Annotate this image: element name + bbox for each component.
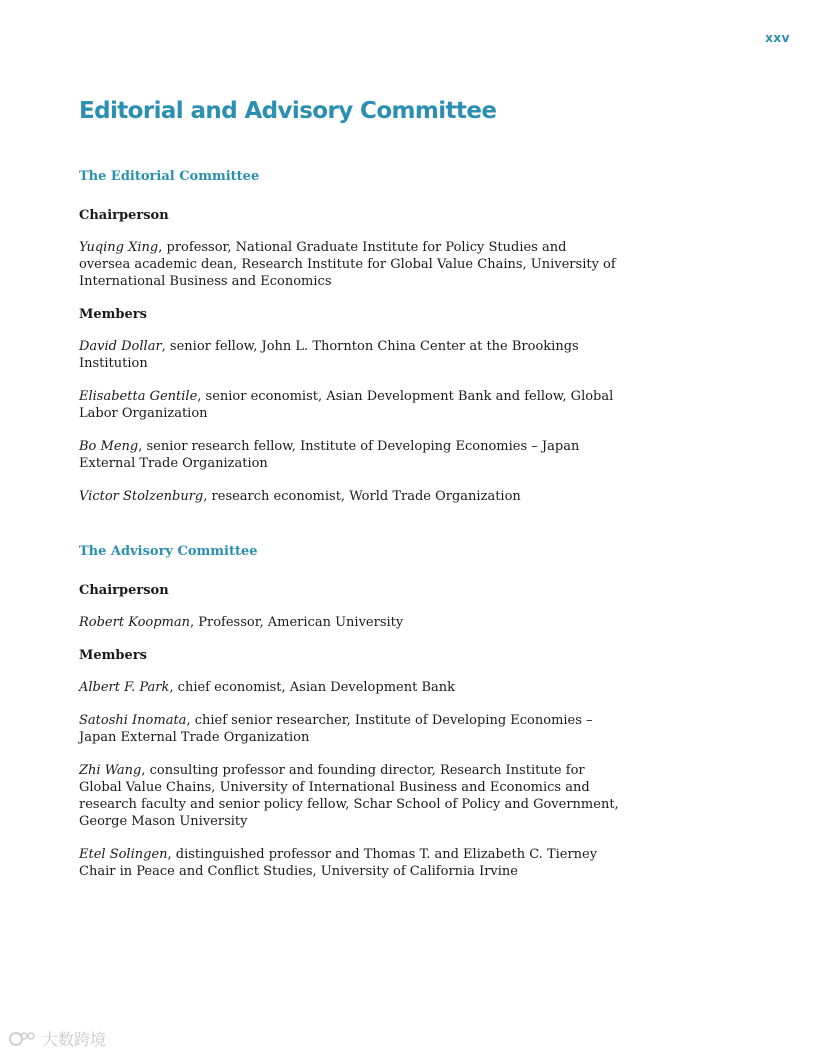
editorial-member-entry — [79, 338, 619, 372]
watermark-logo-icon — [8, 1029, 38, 1049]
advisory-committee-heading: The Advisory Committee — [79, 544, 258, 559]
person-description: , professor, National Graduate Institute for Policy Studies and oversea academic dean, Research Institute for Global Value Chains, University of International Business and Economics — [79, 240, 616, 289]
advisory-members-label: Members — [79, 648, 147, 663]
editorial-committee-section — [79, 168, 619, 505]
person-name: Albert F. Park — [79, 680, 170, 695]
person-description: , senior research fellow, Institute of Developing Economies – Japan External Trade Organization — [79, 439, 580, 471]
person-description: , consulting professor and founding director, Research Institute for Global Value Chains, University of International Business and Economics and research faculty and senior policy fellow, Schar School of Policy and Government, George Mason University — [79, 763, 619, 829]
advisory-member-entry — [79, 712, 619, 746]
watermark — [8, 1027, 106, 1050]
advisory-member-entry — [79, 762, 619, 830]
person-description: , chief economist, Asian Development Bank — [169, 680, 455, 695]
watermark-text: 大数跨境 — [42, 1030, 107, 1049]
editorial-member-entry — [79, 438, 619, 472]
person-name: Elisabetta Gentile — [79, 389, 198, 404]
person-name: Bo Meng — [79, 439, 139, 454]
page-title: Editorial and Advisory Committee — [79, 98, 497, 124]
person-name: Victor Stolzenburg — [79, 489, 204, 504]
advisory-chair-entry — [79, 614, 619, 631]
advisory-member-entry — [79, 846, 619, 880]
page-content — [79, 96, 619, 896]
advisory-committee-section — [79, 543, 619, 880]
person-name: Satoshi Inomata — [79, 713, 187, 728]
person-name: Etel Solingen — [79, 847, 168, 862]
person-description: , senior fellow, John L. Thornton China Center at the Brookings Institution — [79, 339, 579, 371]
person-description: , senior economist, Asian Development Bank and fellow, Global Labor Organization — [79, 389, 614, 421]
editorial-chair-label: Chairperson — [79, 208, 169, 223]
person-name: Robert Koopman — [79, 615, 190, 630]
person-description: , chief senior researcher, Institute of Developing Economies – Japan External Trade Organization — [79, 713, 593, 745]
person-description: , research economist, World Trade Organization — [203, 489, 521, 504]
editorial-member-entry — [79, 488, 619, 505]
advisory-member-entry — [79, 679, 619, 696]
person-name: Zhi Wang — [79, 763, 142, 778]
editorial-members-label: Members — [79, 307, 147, 322]
person-name: David Dollar — [79, 339, 162, 354]
advisory-chair-label: Chairperson — [79, 583, 169, 598]
editorial-committee-heading: The Editorial Committee — [79, 169, 260, 184]
person-description: , Professor, American University — [190, 615, 404, 630]
editorial-chair-entry — [79, 239, 619, 290]
person-name: Yuqing Xing — [79, 240, 159, 255]
person-description: , distinguished professor and Thomas T. and Elizabeth C. Tierney Chair in Peace and Conflict Studies, University of California Irvine — [79, 847, 598, 879]
editorial-member-entry — [79, 388, 619, 422]
page-number: xxv — [765, 31, 790, 45]
